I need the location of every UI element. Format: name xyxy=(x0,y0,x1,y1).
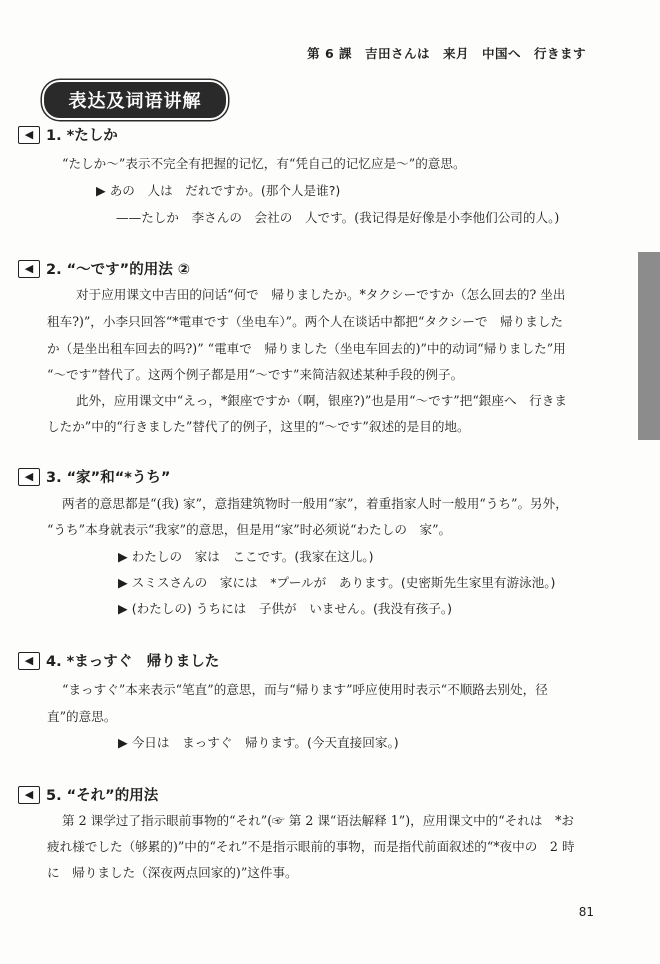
section-3-heading xyxy=(18,466,170,487)
paragraph-line: “～です”替代了。这两个例子都是用“～です”来简洁叙述某种手段的例子。 xyxy=(47,367,464,382)
heading-text: 2. “～です”的用法 ② xyxy=(46,262,191,278)
paragraph-line: 对于应用课文中吉田的问话“何で 帰りましたか。*タクシーですか（怎么回去的? 坐出 xyxy=(76,287,566,302)
section-1-heading xyxy=(18,124,118,145)
paragraph-line: “まっすぐ”本来表示“笔直”的意思，而与“帰ります”呼应使用时表示“不顺路去别处，径 xyxy=(62,682,548,697)
paragraph-line: 直”的意思。 xyxy=(47,709,117,724)
section-5-heading xyxy=(18,784,158,805)
section-title: 表达及词语讲解 xyxy=(42,80,228,120)
heading-text: 1. *たしか xyxy=(46,128,118,144)
speaker-icon: ◀ xyxy=(18,652,40,670)
example-answer: ——たしか 李さんの 会社の 人です。(我记得是好像是小李他们公司的人。) xyxy=(116,210,560,225)
paragraph-line: 此外，应用课文中“えっ，*銀座ですか（啊，银座?)”也是用“～です”把“銀座へ 行きま xyxy=(76,393,567,408)
paragraph-line: “たしか～”表示不完全有把握的记忆，有“凭自己的记忆应是～”的意思。 xyxy=(62,156,466,171)
speaker-icon: ◀ xyxy=(18,126,40,144)
paragraph-line: “うち”本身就表示“我家”的意思，但是用“家”时必须说“わたしの 家”。 xyxy=(47,522,452,537)
paragraph-line: 第 2 课学过了指示眼前事物的“それ”(☞ 第 2 课“语法解释 1”)，应用课文中的“それは *お xyxy=(62,813,574,828)
paragraph-line: 疲れ様でした（够累的)”中的“それ”不是指示眼前的事物，而是指代前面叙述的“*夜中の 2 時 xyxy=(47,839,575,854)
paragraph-line: 租车?)”，小李只回答“*電車です（坐电车）”。两个人在谈话中都把“タクシーで 帰りました xyxy=(47,314,563,329)
heading-text: 4. *まっすぐ 帰りました xyxy=(46,654,220,670)
page-number: 81 xyxy=(578,905,594,919)
speaker-icon: ◀ xyxy=(18,260,40,278)
paragraph-line: したか”中的“行きました”替代了的例子，这里的“～です”叙述的是目的地。 xyxy=(47,419,470,434)
paragraph-line: に 帰りました（深夜两点回家的)”这件事。 xyxy=(47,865,298,880)
example-sentence: ▶ あの 人は だれですか。(那个人是谁?) xyxy=(96,183,341,198)
example-sentence: ▶ スミスさんの 家には *プールが あります。(史密斯先生家里有游泳池。) xyxy=(118,575,556,590)
running-header: 第 6 課 吉田さんは 来月 中国へ 行きます xyxy=(307,46,586,61)
paragraph-line: 两者的意思都是“(我) 家”，意指建筑物时一般用“家”，着重指家人时一般用“うち”。另外， xyxy=(62,496,568,511)
chapter-thumb-tab xyxy=(638,252,660,440)
example-sentence: ▶ (わたしの) うちには 子供が いません。(我没有孩子。) xyxy=(118,601,453,616)
heading-text: 5. “それ”的用法 xyxy=(46,788,159,804)
heading-text: 3. “家”和“*うち” xyxy=(46,470,171,486)
example-sentence: ▶ 今日は まっすぐ 帰ります。(今天直接回家。) xyxy=(118,735,399,750)
example-sentence: ▶ わたしの 家は ここです。(我家在这儿。) xyxy=(118,549,374,564)
speaker-icon: ◀ xyxy=(18,786,40,804)
paragraph-line: か（是坐出租车回去的吗?)” “電車で 帰りました（坐电车回去的)”中的动词“帰りました”用 xyxy=(47,341,566,356)
section-2-heading xyxy=(18,258,190,279)
section-4-heading xyxy=(18,650,219,671)
speaker-icon: ◀ xyxy=(18,468,40,486)
